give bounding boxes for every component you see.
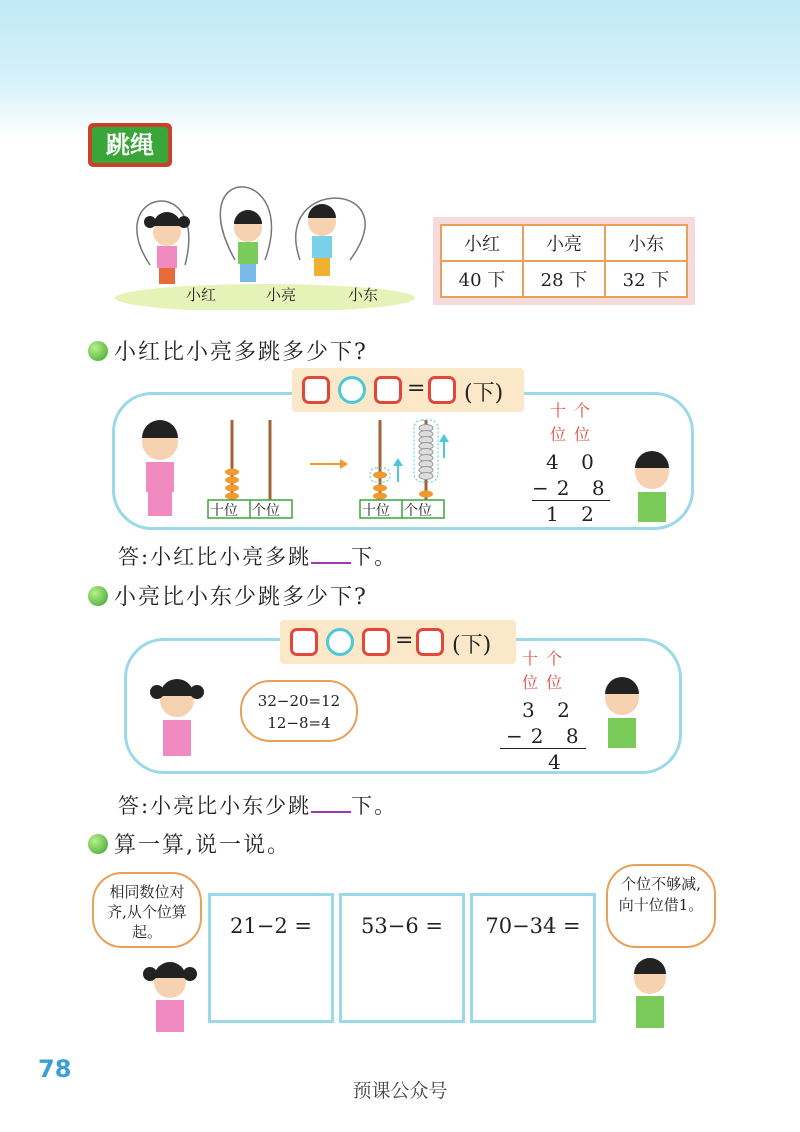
footer-text: 预课公众号 — [352, 1080, 448, 1102]
calc-card[interactable] — [208, 893, 334, 1023]
calc-problem: 70−34 = — [485, 914, 581, 938]
section-title: 跳绳 — [92, 127, 168, 163]
table-header-row — [441, 225, 687, 261]
question-2 — [88, 580, 368, 611]
abacus-label-tens: 十位 — [210, 503, 238, 519]
green-dot-icon — [88, 586, 108, 606]
boy-icon — [618, 958, 682, 1034]
place-label: 十 — [522, 649, 539, 668]
girl-icon — [138, 962, 202, 1038]
speech-line: 12−8=4 — [267, 714, 331, 732]
table-row — [441, 261, 687, 297]
place-label: 个 — [574, 401, 591, 420]
kid-label-xiaoliang: 小亮 — [266, 286, 297, 304]
calc-card[interactable] — [339, 893, 465, 1023]
q1-equation-strip — [292, 368, 524, 412]
kid-label-xiaohong: 小红 — [186, 286, 217, 304]
vertical-result: 1 2 — [546, 502, 602, 526]
vertical-result: 4 — [548, 750, 569, 774]
question-1 — [88, 335, 368, 366]
section-badge — [88, 123, 172, 167]
unit-label: (下) — [464, 381, 504, 406]
boy-tip-bubble — [606, 864, 716, 948]
question-2-text: 小亮比小东少跳多少下? — [114, 585, 368, 610]
answer-2-blank[interactable] — [311, 793, 351, 813]
question-3 — [88, 828, 291, 859]
equals-sign: = — [395, 628, 414, 653]
girl-tip-text: 相同数位对齐,从个位算起。 — [107, 883, 187, 941]
page-number: 78 — [38, 1055, 72, 1083]
calc-problem: 53−6 = — [361, 914, 443, 938]
table-cell: 32 下 — [605, 261, 687, 297]
calc-problem: 21−2 = — [230, 914, 312, 938]
place-label: 位 — [574, 425, 591, 444]
vertical-rule — [500, 748, 586, 749]
girl-icon — [145, 678, 209, 762]
table-cell: 28 下 — [523, 261, 605, 297]
place-label: 位 — [550, 425, 567, 444]
kid-label-xiaodong: 小东 — [348, 286, 379, 304]
top-band — [0, 0, 800, 140]
vertical-subtrahend: −2 8 — [506, 724, 587, 748]
speech-line: 32−20=12 — [257, 692, 341, 710]
equals-sign: = — [407, 376, 426, 401]
place-label: 十 — [550, 401, 567, 420]
abacus-label-tens: 十位 — [362, 503, 390, 519]
jump-count-table — [433, 217, 695, 305]
question-3-text: 算一算,说一说。 — [114, 833, 291, 858]
boy-pointing-icon — [590, 676, 654, 756]
table-header-cell: 小亮 — [523, 225, 605, 261]
equation-box[interactable] — [290, 628, 318, 656]
answer-2-after: 下。 — [351, 794, 398, 818]
answer-1-before: 答:小红比小亮多跳 — [118, 545, 312, 569]
equation-box[interactable] — [416, 628, 444, 656]
answer-2-before: 答:小亮比小东少跳 — [118, 794, 312, 818]
q2-speech-bubble — [240, 680, 358, 742]
boy-pointing-icon — [620, 450, 684, 530]
abacus-label-ones: 个位 — [252, 503, 280, 519]
vertical-minuend: 3 2 — [522, 698, 578, 722]
table-cell: 40 下 — [441, 261, 523, 297]
boy-tip-text: 个位不够减,向十位借1。 — [618, 875, 704, 914]
question-1-text: 小红比小亮多跳多少下? — [114, 340, 368, 365]
vertical-minuend: 4 0 — [546, 450, 602, 474]
green-dot-icon — [88, 834, 108, 854]
answer-1-blank[interactable] — [311, 544, 351, 564]
place-label: 位 — [546, 673, 563, 692]
table-header-cell: 小东 — [605, 225, 687, 261]
vertical-subtrahend: −2 8 — [532, 476, 613, 500]
vertical-rule — [532, 500, 610, 501]
girl-tip-bubble — [92, 872, 202, 948]
green-dot-icon — [88, 341, 108, 361]
equation-box[interactable] — [428, 376, 456, 404]
equation-box[interactable] — [362, 628, 390, 656]
q2-equation-strip — [280, 620, 516, 664]
answer-1-after: 下。 — [351, 545, 398, 569]
answer-1 — [118, 541, 397, 571]
table-header-cell: 小红 — [441, 225, 523, 261]
place-label: 个 — [546, 649, 563, 668]
operator-circle[interactable] — [326, 628, 354, 656]
place-label: 位 — [522, 673, 539, 692]
equation-box[interactable] — [302, 376, 330, 404]
unit-label: (下) — [452, 633, 492, 658]
equation-box[interactable] — [374, 376, 402, 404]
answer-2 — [118, 790, 397, 820]
calc-card[interactable] — [470, 893, 596, 1023]
operator-circle[interactable] — [338, 376, 366, 404]
abacus-label-ones: 个位 — [404, 503, 432, 519]
